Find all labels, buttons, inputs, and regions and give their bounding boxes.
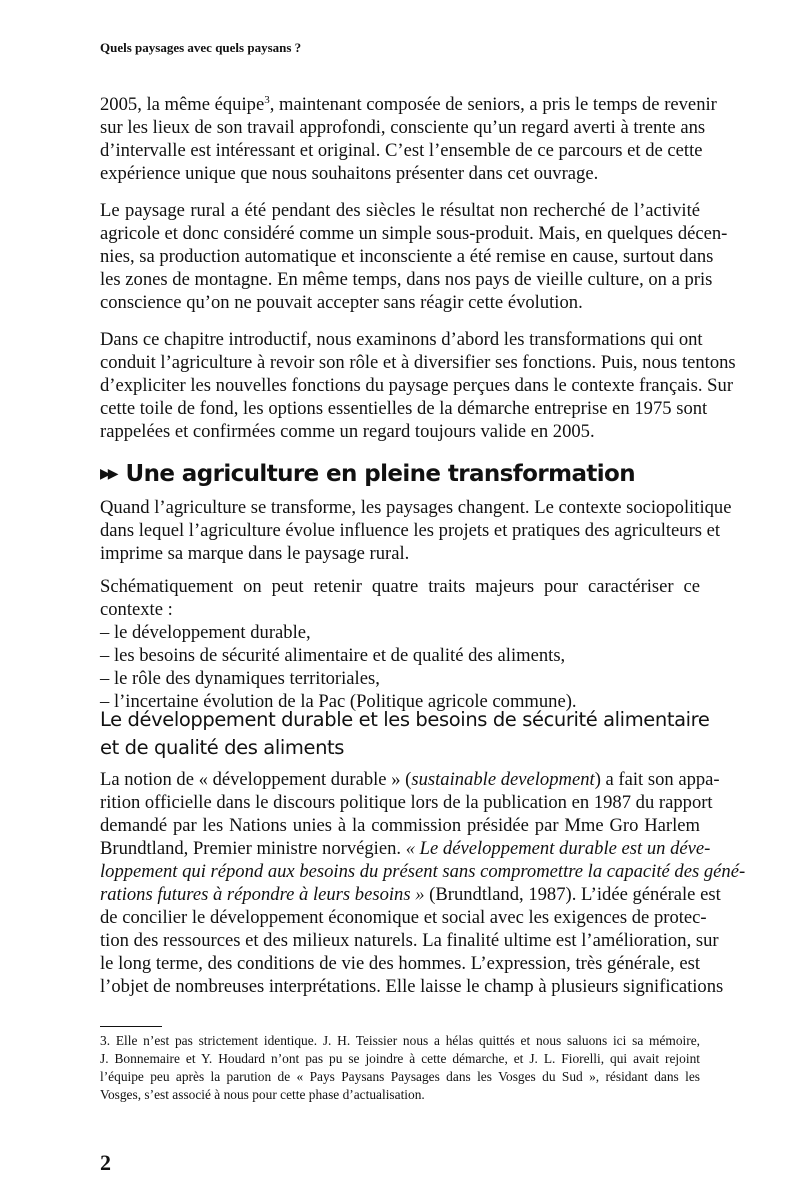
running-head: Quels paysages avec quels paysans ? bbox=[100, 40, 302, 55]
text-segment: de concilier le développement économique et social avec les exigences de protec- bbox=[100, 907, 707, 928]
text-segment: conduit l’agriculture à revoir son rôle et à diversifier ses fonctions. Puis, nous tentons bbox=[100, 352, 736, 373]
text-segment: rition officielle dans le discours politique lors de la publication en 1987 du rapport bbox=[100, 792, 713, 813]
text-line bbox=[100, 199, 700, 222]
text-line bbox=[100, 116, 706, 139]
text-segment: J. Bonnemaire et Y. Houdard n’ont pas pu se joindre à cette démarche, et J. L. Fiorelli, qui avait rejoint bbox=[100, 1051, 700, 1066]
text-segment: les zones de montagne. En même temps, dans nos pays de vieille culture, on a pris bbox=[100, 269, 713, 290]
text-line bbox=[100, 397, 708, 420]
text-segment: 3. Elle n’est pas strictement identique. J. H. Teissier nous a hélas quittés et nous saluons ici sa mémoire, bbox=[100, 1033, 700, 1048]
italic-text: rations futures à répondre à leurs besoins » bbox=[100, 884, 425, 905]
text-segment: rappelées et confirmées comme un regard toujours valide en 2005. bbox=[100, 421, 595, 442]
text-segment: tion des ressources et des milieux naturels. La finalité ultime est l’amélioration, sur bbox=[100, 930, 719, 951]
text-segment: demandé par les Nations unies à la commission présidée par Mme Gro Harlem bbox=[100, 815, 700, 836]
text-segment: (Brundtland, 1987). L’idée générale est bbox=[424, 884, 721, 905]
text-segment: nies, sa production automatique et inconsciente a été remise en cause, surtout dans bbox=[100, 246, 714, 267]
list-item: – l’incertaine évolution de la Pac (Politique agricole commune). bbox=[100, 691, 577, 712]
text-segment: expérience unique que nous souhaitons présenter dans cet ouvrage. bbox=[100, 163, 599, 184]
italic-text: « Le développement durable est un déve- bbox=[405, 838, 711, 859]
text-segment: d’expliciter les nouvelles fonctions du paysage perçues dans le contexte français. Sur bbox=[100, 375, 734, 396]
text-line bbox=[100, 883, 721, 906]
text-line bbox=[100, 575, 700, 598]
bullet-list bbox=[100, 621, 700, 713]
text-segment: 2005, la même équipe bbox=[100, 94, 265, 115]
text-line bbox=[100, 139, 703, 162]
text-segment: Brundtland, Premier ministre norvégien. bbox=[100, 838, 406, 859]
text-segment: imprime sa marque dans le paysage rural. bbox=[100, 543, 410, 564]
italic-text: loppement qui répond aux besoins du présent sans compromettre la capacité des géné- bbox=[100, 861, 746, 882]
text-line bbox=[100, 268, 713, 291]
text-segment: , maintenant composée de seniors, a pris le temps de revenir bbox=[269, 94, 717, 115]
footnote bbox=[100, 1032, 700, 1104]
paragraph bbox=[100, 93, 717, 185]
text-segment: l’objet de nombreuses interprétations. Elle laisse le champ à plusieurs significations bbox=[100, 976, 724, 997]
subheading: Le développement durable et les besoins de sécurité alimentaire et de qualité des aliments bbox=[100, 708, 710, 759]
text-segment: le long terme, des conditions de vie des hommes. L’expression, très générale, est bbox=[100, 953, 700, 974]
text-line bbox=[100, 1032, 700, 1050]
text-segment: dans lequel l’agriculture évolue influence les projets et pratiques des agriculteurs et bbox=[100, 520, 721, 541]
text-line bbox=[100, 929, 719, 952]
text-line bbox=[100, 768, 720, 791]
section-text bbox=[100, 496, 732, 713]
list-item: – le rôle des dynamiques territoriales, bbox=[100, 668, 380, 689]
text-line bbox=[100, 906, 707, 929]
text-line bbox=[100, 93, 717, 116]
list-item: – les besoins de sécurité alimentaire et de qualité des aliments, bbox=[100, 645, 566, 666]
text-line bbox=[100, 496, 732, 519]
text-segment: Le paysage rural a été pendant des siècles le résultat non recherché de l’activité bbox=[100, 200, 700, 221]
text-segment: Vosges, s’est associé à nous pour cette phase d’actualisation. bbox=[100, 1087, 425, 1102]
text-line bbox=[100, 245, 714, 268]
text-line bbox=[100, 814, 700, 837]
text-line bbox=[100, 420, 700, 443]
text-line bbox=[100, 291, 700, 314]
section-heading-text: Une agriculture en pleine transformation bbox=[125, 461, 636, 487]
text-segment: contexte : bbox=[100, 599, 173, 620]
text-segment: cette toile de fond, les options essentielles de la démarche entreprise en 1975 sont bbox=[100, 398, 708, 419]
text-line bbox=[100, 328, 703, 351]
paragraph bbox=[100, 575, 700, 621]
text-line bbox=[100, 952, 700, 975]
text-segment: Dans ce chapitre introductif, nous examinons d’abord les transformations qui ont bbox=[100, 329, 703, 350]
subsection-text bbox=[100, 768, 746, 998]
text-line bbox=[100, 1068, 700, 1086]
footnote-rule bbox=[100, 1026, 162, 1027]
paragraph bbox=[100, 328, 736, 443]
text-segment: conscience qu’on ne pouvait accepter sans réagir cette évolution. bbox=[100, 292, 583, 313]
paragraph bbox=[100, 496, 732, 565]
text-segment: d’intervalle est intéressant et original. C’est l’ensemble de ce parcours et de cette bbox=[100, 140, 703, 161]
paragraph bbox=[100, 199, 728, 314]
text-line bbox=[100, 1086, 700, 1104]
text-line bbox=[100, 519, 721, 542]
text-line bbox=[100, 1050, 700, 1068]
text-line bbox=[100, 975, 724, 998]
text-line bbox=[100, 860, 746, 883]
text-segment: ) a fait son appa- bbox=[594, 769, 720, 790]
text-line bbox=[100, 837, 711, 860]
text-line bbox=[100, 162, 700, 185]
text-segment: Quand l’agriculture se transforme, les paysages changent. Le contexte sociopolitique bbox=[100, 497, 732, 518]
text-segment: La notion de « développement durable » ( bbox=[100, 769, 412, 790]
text-segment: l’équipe peu après la parution de « Pays Paysans Paysages dans les Vosges du Sud », résidant dans les bbox=[100, 1069, 700, 1084]
text-segment: Schématiquement on peut retenir quatre traits majeurs pour caractériser ce bbox=[100, 576, 700, 597]
list-item: – le développement durable, bbox=[100, 622, 311, 643]
footnote-ref: 3 bbox=[264, 93, 270, 106]
text-segment: agricole et donc considéré comme un simple sous-produit. Mais, en quelques décen- bbox=[100, 223, 728, 244]
text-line bbox=[100, 222, 728, 245]
double-arrow-icon: ▶▶ bbox=[100, 466, 116, 482]
text-line bbox=[100, 542, 700, 565]
text-line bbox=[100, 351, 736, 374]
paragraph bbox=[100, 768, 746, 998]
text-line bbox=[100, 374, 734, 397]
text-line bbox=[100, 598, 700, 621]
section-heading bbox=[100, 461, 635, 487]
text-line bbox=[100, 791, 713, 814]
text-segment: sur les lieux de son travail approfondi, consciente qu’un regard averti à trente ans bbox=[100, 117, 706, 138]
page-number: 2 bbox=[100, 1150, 111, 1175]
italic-text: sustainable development bbox=[411, 769, 595, 790]
intro-text bbox=[100, 93, 736, 443]
